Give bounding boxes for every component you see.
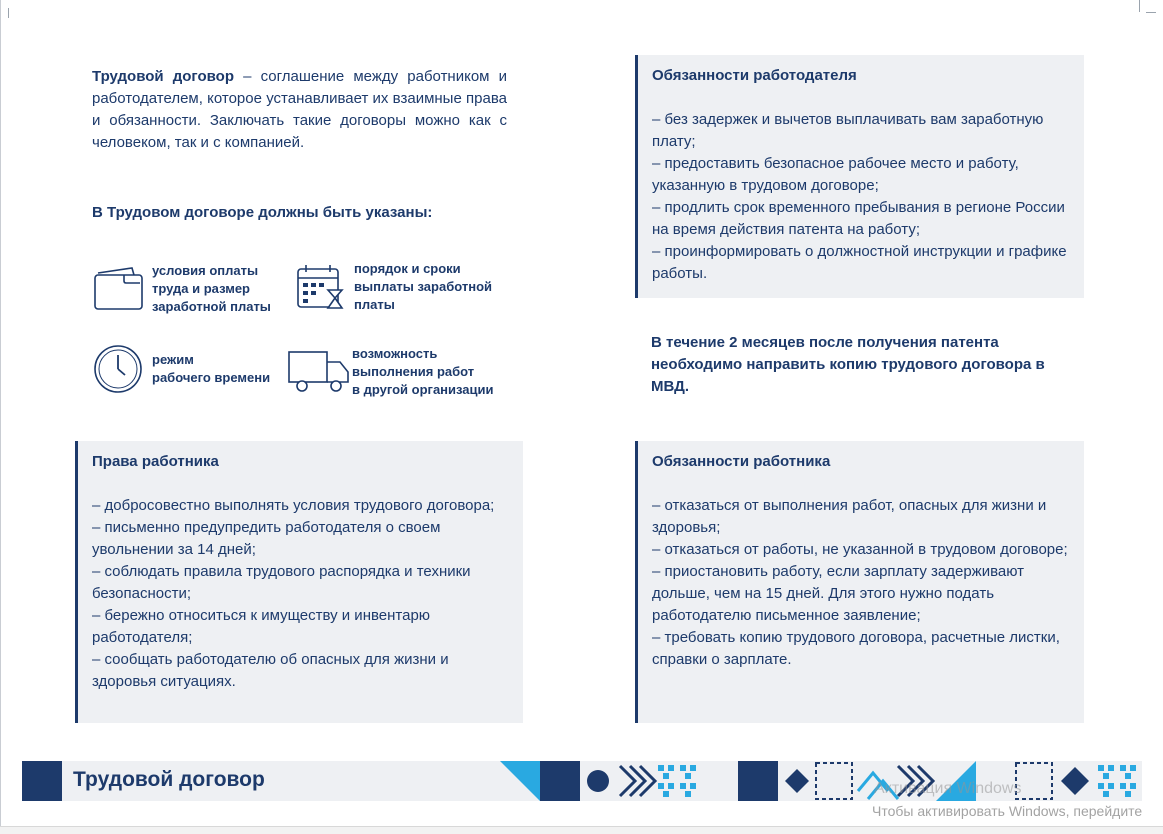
feature-label: режим рабочего времени <box>152 352 271 385</box>
crop-mark <box>8 8 9 18</box>
list-item: – без задержек и вычетов выплачивать вам заработную плату; <box>652 111 1044 150</box>
employer-duties-title: Обязанности работодателя <box>652 67 857 84</box>
worker-duties-box <box>635 441 1084 723</box>
wallet-icon <box>92 265 148 313</box>
list-item: – проинформировать о должностной инструкции и графике работы. <box>652 243 1067 282</box>
list-item: – соблюдать правила трудового распорядка и техники безопасности; <box>92 563 471 602</box>
intro-text: – соглашение между работником и работодателем, которое устанавливает их взаимные права и обязанности. Заключать такие договоры можно как с человеком, так и с компанией. <box>92 68 507 151</box>
activation-watermark-hint: Чтобы активировать Windows, перейдите <box>872 803 1143 819</box>
footer-title: Трудовой договор <box>73 768 265 791</box>
list-item: – предоставить безопасное рабочее место и работу, указанную в трудовом договоре; <box>652 155 1019 194</box>
feature-other-organization <box>286 345 494 399</box>
employer-duties-box <box>635 55 1084 298</box>
feature-payment-terms <box>92 262 271 316</box>
crop-mark <box>1146 12 1156 13</box>
list-item: – письменно предупредить работодателя о своем увольнении за 14 дней; <box>92 519 441 558</box>
list-item: – сообщать работодателю об опасных для жизни и здоровья ситуациях. <box>92 651 449 690</box>
worker-rights-title: Права работника <box>92 453 219 470</box>
feature-work-hours <box>92 343 270 395</box>
list-item: – отказаться от выполнения работ, опасных для жизни и здоровья; <box>652 497 1047 536</box>
page-bottom-edge <box>0 826 1163 834</box>
list-item: – бережно относиться к имуществу и инвентарю работодателя; <box>92 607 431 646</box>
calendar-hourglass-icon <box>294 263 350 311</box>
truck-icon <box>286 348 352 396</box>
activation-watermark: Активация Windows <box>874 780 1022 797</box>
worker-duties-title: Обязанности работника <box>652 453 831 470</box>
worker-rights-box <box>75 441 523 723</box>
footer-square <box>22 761 62 801</box>
clock-icon <box>92 343 148 395</box>
intro-paragraph <box>92 66 507 154</box>
list-item: – продлить срок временного пребывания в регионе России на время действия патента на работу; <box>652 199 1065 238</box>
crop-mark <box>1139 0 1140 12</box>
list-item: – требовать копию трудового договора, расчетные листки, справки о зарплате. <box>652 629 1060 668</box>
mvd-notice: В течение 2 месяцев после получения патента необходимо направить копию трудового договора в МВД. <box>651 334 1045 395</box>
list-item: – добросовестно выполнять условия трудового договора; <box>92 497 495 514</box>
list-item: – приостановить работу, если зарплату задерживают дольше, чем на 15 дней. Для этого нужно подать работодателю письменное заявление; <box>652 563 1025 624</box>
page-edge <box>0 0 1 834</box>
ornament-strip <box>500 761 1142 801</box>
list-item: – отказаться от работы, не указанной в трудовом договоре; <box>652 541 1068 558</box>
intro-term: Трудовой договор <box>92 68 234 85</box>
feature-label: порядок и сроки выплаты заработной платы <box>354 261 493 312</box>
feature-label: условия оплаты труда и размер заработной платы <box>152 263 271 314</box>
feature-payment-schedule <box>294 260 492 314</box>
must-include-heading: В Трудовом договоре должны быть указаны: <box>92 204 433 221</box>
feature-label: возможность выполнения работ в другой организации <box>352 346 494 397</box>
